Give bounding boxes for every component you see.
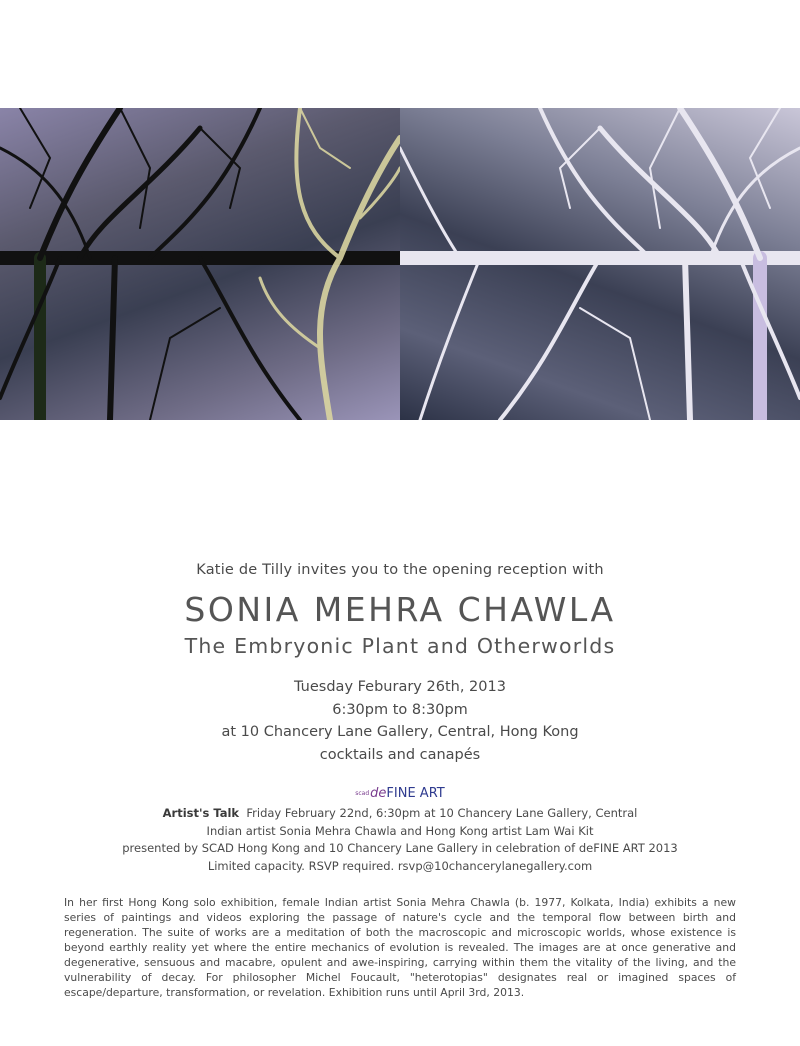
talk-label: Artist's Talk [162,806,240,820]
reception-venue: at 10 Chancery Lane Gallery, Central, Hong Kong [221,724,579,740]
exhibition-description: In her first Hong Kong solo exhibition, female Indian artist Sonia Mehra Chawla (b. 1977, Kolkata, India) exhibits a new series of paintings and videos exploring the passage of nature's cycle and the temporal flow between birth and regeneration. The suite of works are a meditation of both the macroscopic and microscopic worlds, whose existence is beyond earthly reality yet where the entire mechanics of evolution is revealed. The images are at once generative and degenerative, sensuous and macabre, opulent and awe-inspiring, carrying within them the vitality of the living, and the vulnerability of decay. For philosopher Michel Foucault, "heterotopias" designates real or imagined spaces of escape/departure, transformation, or revelation. Exhibition runs until April 3rd, 2013. [64,896,736,999]
artist-talk-info [0,805,800,875]
talk-rsvp: Limited capacity. RSVP required. rsvp@10chancerylanegallery.com [207,858,593,873]
reception-date: Tuesday Feburary 26th, 2013 [294,679,506,695]
talk-speakers: Indian artist Sonia Mehra Chawla and Hong Kong artist Lam Wai Kit [206,823,594,838]
logo-fine-art: FINE ART [386,786,445,801]
exhibition-title: The Embryonic Plant and Otherworlds [184,634,616,658]
artwork-banner [0,108,800,420]
invite-line: Katie de Tilly invites you to the opening reception with [196,562,604,578]
logo-de: de [370,786,387,801]
artist-name: SONIA MEHRA CHAWLA [184,590,616,629]
reception-time: 6:30pm to 8:30pm [332,701,468,718]
reception-details [0,676,800,766]
artwork-right-panel [400,108,800,420]
talk-presented: presented by SCAD Hong Kong and 10 Chancery Lane Gallery in celebration of deFINE ART 2013 [122,841,678,855]
tree-branches-dark [0,108,400,420]
tree-branches-light [400,108,800,420]
logo-prefix: scad [355,790,370,797]
artwork-left-panel [0,108,400,420]
define-art-logo [0,786,800,801]
talk-when: Friday February 22nd, 6:30pm at 10 Chancery Lane Gallery, Central [246,806,638,820]
reception-refreshments: cocktails and canapés [319,746,481,763]
